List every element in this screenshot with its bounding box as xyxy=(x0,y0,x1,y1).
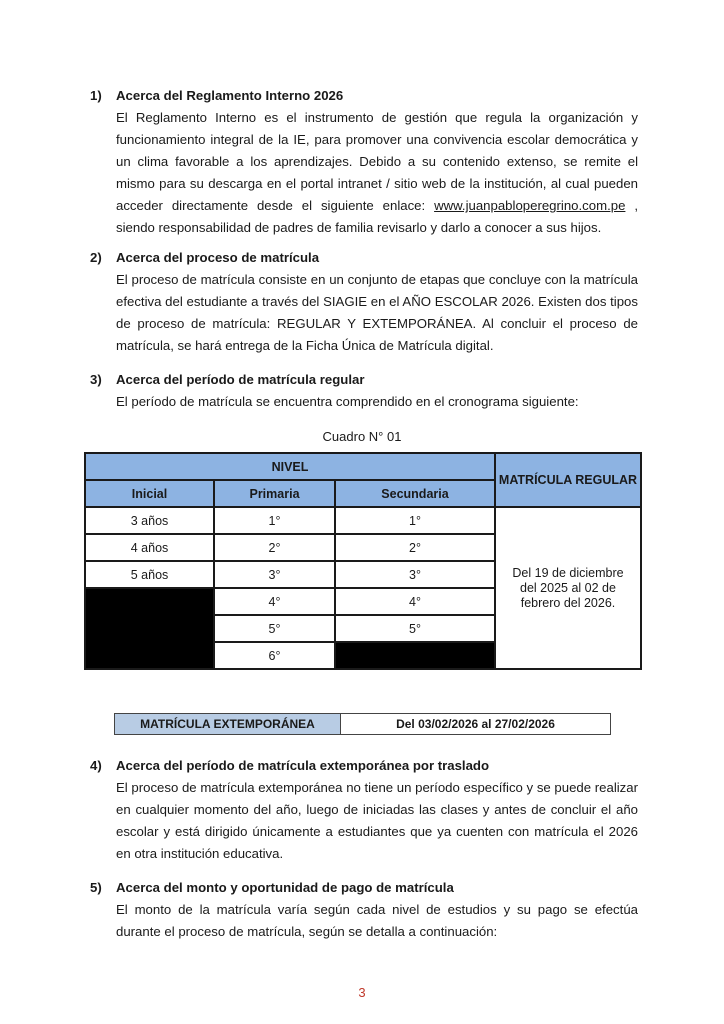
header-secundaria: Secundaria xyxy=(335,480,495,507)
cell-inicial: 4 años xyxy=(85,534,214,561)
table-caption: Cuadro N° 01 xyxy=(322,429,402,444)
cell-secundaria-empty xyxy=(335,642,495,669)
cell-regular-period: Del 19 de diciembre del 2025 al 02 de febrero del 2026. xyxy=(495,507,641,669)
section-body: El período de matrícula se encuentra comprendido en el cronograma siguiente: xyxy=(116,394,579,409)
cell-primaria: 5° xyxy=(214,615,335,642)
section-body: El proceso de matrícula extemporánea no tiene un período específico y se puede realizar en cualquier momento del año, luego de iniciadas las clases y antes de concluir el año escolar y está dirigido únicamente a estudiantes que ya cuenten con matrícula el 2026 en otra institución educativa. xyxy=(116,780,638,861)
cell-primaria: 6° xyxy=(214,642,335,669)
section-title: Acerca del período de matrícula extemporánea por traslado xyxy=(116,758,490,773)
cell-secundaria: 2° xyxy=(335,534,495,561)
cell-primaria: 3° xyxy=(214,561,335,588)
section-number: 5) xyxy=(90,880,102,895)
matricula-regular-table xyxy=(84,452,642,670)
header-inicial: Inicial xyxy=(85,480,214,507)
section-title: Acerca del Reglamento Interno 2026 xyxy=(116,88,344,103)
page-number: 3 xyxy=(358,985,366,1000)
cell-inicial-empty xyxy=(85,588,214,669)
cell-secundaria: 5° xyxy=(335,615,495,642)
cell-secundaria: 4° xyxy=(335,588,495,615)
table-row xyxy=(85,507,641,534)
section-body xyxy=(116,107,638,239)
website-link[interactable]: www.juanpabloperegrino.com.pe xyxy=(434,198,626,213)
section-number: 3) xyxy=(90,372,102,387)
cell-primaria: 2° xyxy=(214,534,335,561)
header-matricula-regular: MATRÍCULA REGULAR xyxy=(495,453,641,507)
extemporanea-period: Del 03/02/2026 al 27/02/2026 xyxy=(341,714,611,735)
cell-primaria: 4° xyxy=(214,588,335,615)
section-title: Acerca del proceso de matrícula xyxy=(116,250,320,265)
section-title: Acerca del monto y oportunidad de pago de matrícula xyxy=(116,880,454,895)
cell-inicial: 3 años xyxy=(85,507,214,534)
section-body: El proceso de matrícula consiste en un conjunto de etapas que concluye con la matrícula efectiva del estudiante a través del SIAGIE en el AÑO ESCOLAR 2026. Existen dos tipos de proceso de matrícula: REGULAR Y EXTEMPORÁNEA. Al concluir el proceso de matrícula, se hará entrega de la Ficha Única de Matrícula digital. xyxy=(116,272,638,353)
section-number: 2) xyxy=(90,250,102,265)
cell-primaria: 1° xyxy=(214,507,335,534)
cell-secundaria: 3° xyxy=(335,561,495,588)
section-number: 4) xyxy=(90,758,102,773)
section-number: 1) xyxy=(90,88,102,103)
matricula-extemporanea-table xyxy=(114,713,611,735)
extemporanea-label: MATRÍCULA EXTEMPORÁNEA xyxy=(115,714,341,735)
header-nivel: NIVEL xyxy=(85,453,495,480)
section-title: Acerca del período de matrícula regular xyxy=(116,372,365,387)
cell-secundaria: 1° xyxy=(335,507,495,534)
body-text-tail: , siendo responsabilidad de padres de familia revisarlo y darlo a conocer a sus hijos. xyxy=(116,198,638,235)
section-body: El monto de la matrícula varía según cada nivel de estudios y su pago se efectúa durante el proceso de matrícula, según se detalla a continuación: xyxy=(116,902,638,939)
cell-inicial: 5 años xyxy=(85,561,214,588)
body-text: El Reglamento Interno es el instrumento de gestión que regula la organización y funcionamiento integral de la IE, para promover una convivencia escolar democrática y un clima favorable a los aprendizajes. Debido a su contenido extenso, se remite el mismo para su descarga en el portal intranet / sitio web de la institución, al cual pueden acceder directamente desde el siguiente enlace: xyxy=(116,110,638,213)
header-primaria: Primaria xyxy=(214,480,335,507)
